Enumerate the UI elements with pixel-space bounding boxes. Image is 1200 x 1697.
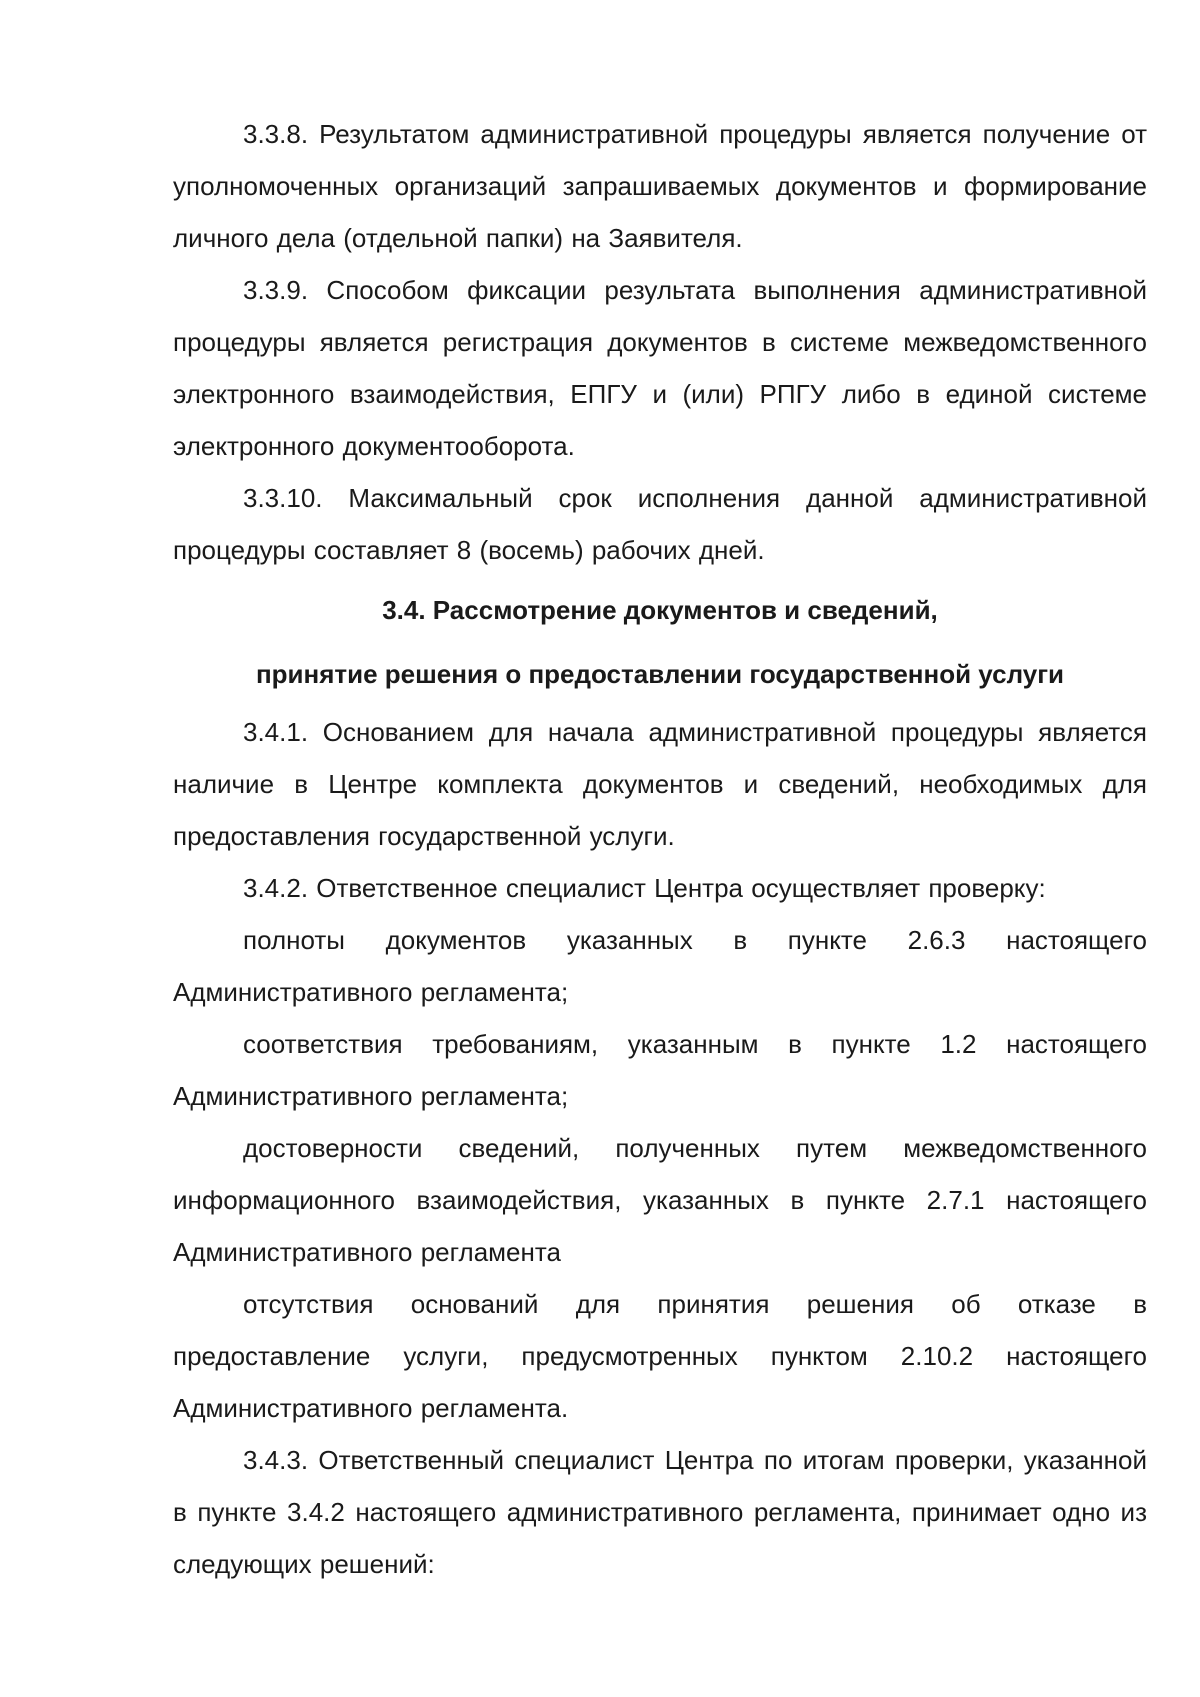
check-item-compliance: соответствия требованиям, указанным в пункте 1.2 настоящего Административного регламента; <box>173 1029 1147 1111</box>
paragraph-3-4-3: 3.4.3. Ответственный специалист Центра по итогам проверки, указанной в пункте 3.4.2 настоящего административного регламента, принимает одно из следующих решений: <box>173 1445 1147 1579</box>
section-heading-line-1: 3.4. Рассмотрение документов и сведений, <box>382 595 938 625</box>
check-item-no-refusal-grounds: отсутствия оснований для принятия решения об отказе в предоставление услуги, предусмотренных пунктом 2.10.2 настоящего Административного регламента. <box>173 1289 1147 1423</box>
paragraph-3-3-10: 3.3.10. Максимальный срок исполнения данной административной процедуры составляет 8 (восемь) рабочих дней. <box>173 483 1147 565</box>
paragraph-3-4-2: 3.4.2. Ответственное специалист Центра осуществляет проверку: <box>243 873 1046 903</box>
check-item-reliability: достоверности сведений, полученных путем межведомственного информационного взаимодействия, указанных в пункте 2.7.1 настоящего Административного регламента <box>173 1133 1147 1267</box>
section-heading-line-2: принятие решения о предоставлении государственной услуги <box>255 659 1065 689</box>
paragraph-3-3-8: 3.3.8. Результатом административной процедуры является получение от уполномоченных организаций запрашиваемых документов и формирование личного дела (отдельной папки) на Заявителя. <box>173 119 1147 253</box>
paragraph-3-4-1: 3.4.1. Основанием для начала административной процедуры является наличие в Центре комплекта документов и сведений, необходимых для предоставления государственной услуги. <box>173 717 1147 851</box>
document-body <box>173 108 1147 1590</box>
check-item-completeness: полноты документов указанных в пункте 2.6.3 настоящего Административного регламента; <box>173 925 1147 1007</box>
paragraph-3-3-9: 3.3.9. Способом фиксации результата выполнения административной процедуры является регистрация документов в системе межведомственного электронного взаимодействия, ЕПГУ и (или) РПГУ либо в единой системе электронного документооборота. <box>173 275 1147 461</box>
